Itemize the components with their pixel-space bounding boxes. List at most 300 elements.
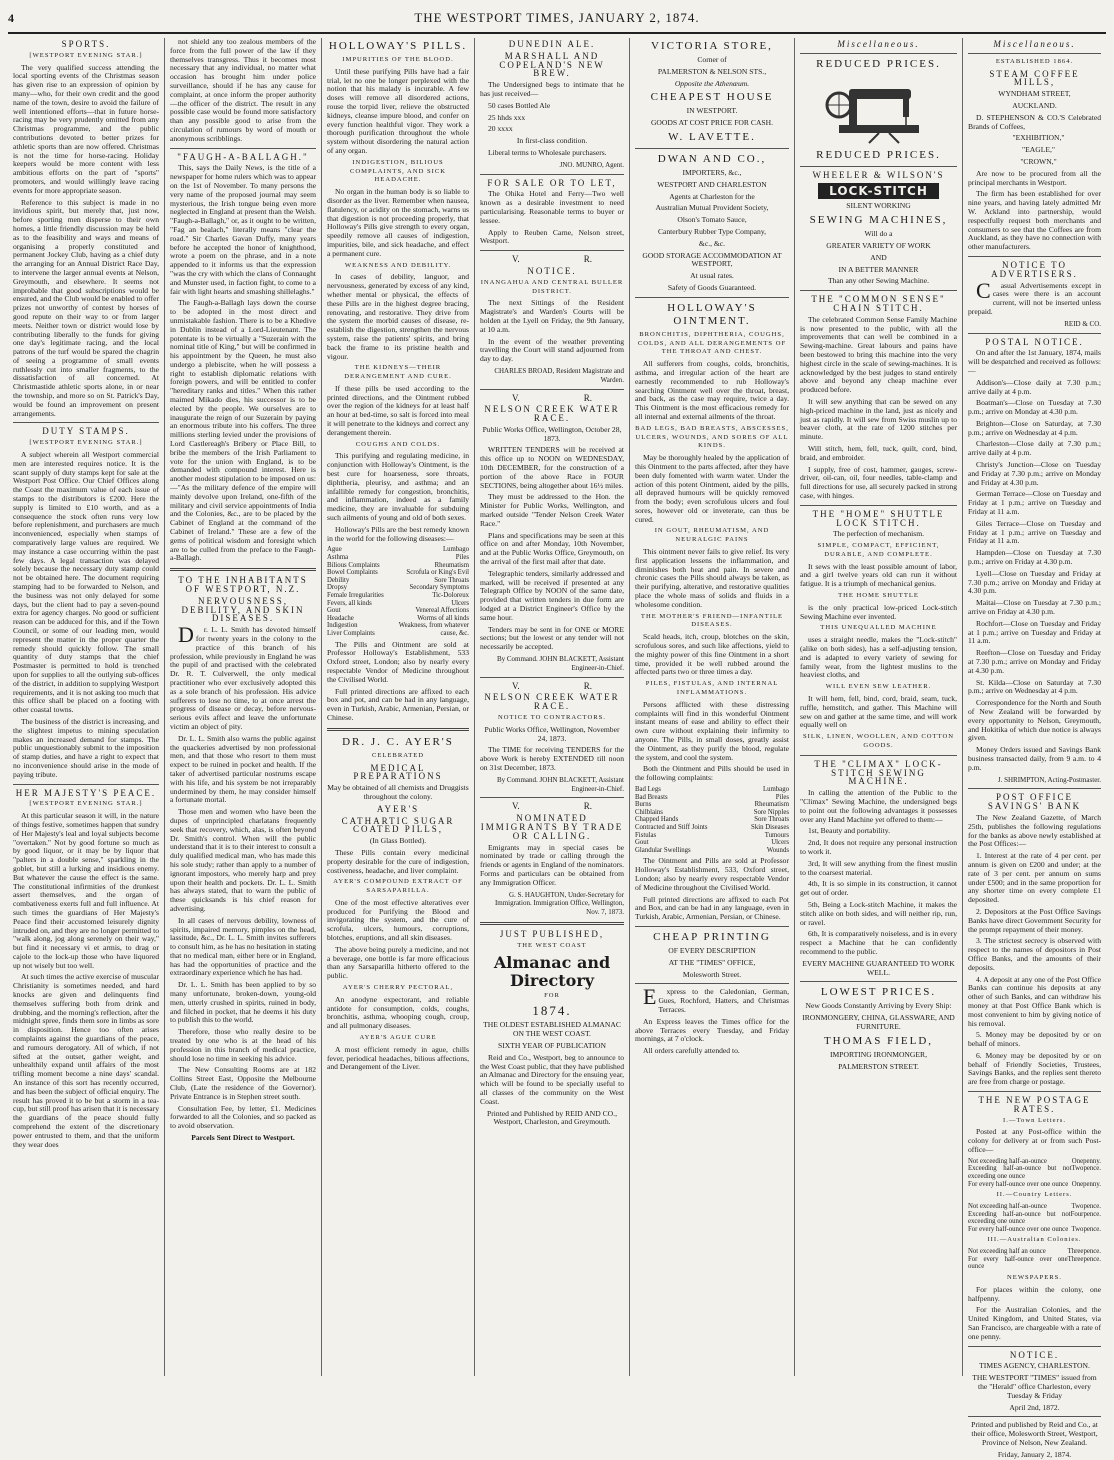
list-item: 3. The strictest secrecy is observed with respect to the names of depositors in Post Office Banks, and the amounts of their deposits. [968,936,1101,972]
peace-heading: HER MAJESTY'S PEACE. [15,787,157,798]
newspapers-heading: NEWSPAPERS. [1007,1273,1062,1281]
ointment-paragraph-4: Scald heads, itch, croup, blotches on the skin, scrofulous sores, and such like affections, yield to the mighty power of this fine Ointment in a short time, provided it be well rubbed around the affected parts two or three times a day. [635,632,789,677]
ncw2-signature: By Command. JOHN BLACKETT, Assistant Engineer-in-Chief. [496,775,624,793]
ayer-paragraph-1: May be obtained of all chemists and Druggists throughout the colony. [327,783,469,801]
ayer-paragraph-3: One of the most effective alteratives ever produced for Purifying the Blood and invigorating the system, and the cure of scrofula, ulcers, humours, corruptions, blotches, eruptions, and all skin diseases. [327,897,469,943]
wheeler-wilson-heading: WHEELER & WILSON'S [812,169,945,180]
ww-variety: GREATER VARIETY OF WORK [826,240,931,250]
list-cell: Glandular Swellings [635,846,691,854]
vr-cipher: V. R. [512,254,592,265]
list-row [327,615,469,623]
list-item: Reefton—Close on Tuesday and Friday at 7.30 p.m.; arrive on Monday and Friday at 4.30 p.m. [968,648,1101,675]
sc-paragraph-3: D. STEPHENSON & CO.'S Celebrated Brands of Coffees, [968,112,1101,131]
sports-paragraph-2: Reference to this subject is made in no invidious spirit, but merely that, just now, before sporting men disperse to their own homes, a little friendly discussion may be held as to the feasibility and ways and means of organising a properly constituted and permanent Jockey Club, having as a chief duty the arranging for an Annual District Race Day, to intervene the larger annual events at Nelson, Greymouth, and elsewhere. It seems not improbable that good subscriptions would be ensured, and the Club would be enabled to offer prizes not unworthy of contest by horses of good repute on their way to or from larger meets. Neither town or district would lose by contributing liberally to the funds for giving one day's legitimate racing, and the local patrons of the turf would be spared the chagrin of seeing a programme of small events ruthlessly cut into smaller fragments, to the dissatisfaction of all concerned. At Christmastide athletic sports alone, in or near the township, and more so on St. Patrick's Day, would be found an improvement on present arrangements. [13,197,159,418]
dwan-etc: &c., &c. [698,238,726,248]
imprint-date: Friday, January 2, 1874. [997,1449,1072,1459]
holloway-paragraph-1: Until these purifying Pills have had a fair trial, let no one be longer perplexed with the notion that his malady is incurable. A few doses will remove all disordered actions, rouse the torpid liver, relieve the obstructed kidneys, cleanse impure blood, and confer on every function healthful vigor. They work a thorough purification throughout the whole system without disordering the natural action of any organ. [327,66,469,155]
peace-source: [WESTPORT EVENING STAR.] [29,800,143,808]
list-cell: Dropsy [327,584,348,592]
list-cell: Fourpence. [1070,1210,1101,1218]
list-cell: Burns [635,801,652,809]
holloway-sub-1: IMPURITIES OF THE BLOOD. [342,56,454,63]
list-cell: Twopence. [1071,1225,1101,1233]
list-item: 3rd, It will sew anything from the finest muslin to the coarsest material. [800,858,957,877]
list-row [327,577,469,585]
list-item: 5th, Being a Lock-stitch Machine, it makes the stitch alike on both sides, and will neither rip, run, or ravel. [800,899,957,927]
list-item: 6th, It is comparatively noiseless, and is in every respect a Machine that he can confidently recommend to the public. [800,929,957,956]
hs-paragraph-2: It sews with the least possible amount of labor, and a girl twelve years old can run it without fatigue. It is a triumph of mechanical genius. [800,561,957,589]
ayer-paragraph-6: A most efficient remedy in ague, chills fever, periodical headaches, bilious affections, and Derangement of the Liver. [327,1044,469,1072]
hs-paragraph-3: is the only practical low-priced Lock-stitch Sewing Machine ever invented. [800,602,957,621]
list-item: 4th, It is so simple in its construction, it cannot get out of order. [800,879,957,898]
lp-new-goods: New Goods Constantly Arriving by Every Ship: [805,1001,952,1011]
almanac-for: FOR [544,991,560,999]
divider [968,1346,1101,1347]
list-row [968,1165,1101,1180]
list-cell: Onepenny. [1071,1180,1101,1188]
list-cell: Piles [455,554,469,562]
ncw-signature: By Command. JOHN BLACKETT, Assistant Engineer-in-Chief. [496,655,624,672]
list-row [968,1211,1101,1226]
reduced-prices-heading-2: REDUCED PRICES. [816,148,941,161]
ww-and: AND [870,252,887,262]
np-country-rates [968,1203,1101,1233]
nt-agency: TIMES AGENCY, CHARLESTON. [979,1361,1090,1371]
sc-paragraph-4: Are now to be procured from all the principal merchants in Westport. [968,168,1101,187]
list-row [327,630,469,638]
list-cell: Twopence. [1071,1203,1101,1211]
list-cell: Gout [327,607,341,615]
printing-office: AT THE "TIMES" OFFICE, [668,957,756,967]
ayer-cathartic: CATHARTIC SUGAR COATED PILLS, [341,815,455,835]
sewing-machine-illustration [819,75,939,145]
ointment-sub-5: PILES, FISTULAS, AND INTERNAL INFLAMMATIONS. [645,680,779,697]
ncw2-paragraph-1: The TIME for receiving TENDERS for the above Work is hereby EXTENDED till noon on 31st December, 1873. [480,745,624,772]
list-cell: For every half-ounce over one ounce [968,1180,1069,1188]
home-shuttle-heading: THE "HOME" SHUTTLE LOCK STITCH. [812,508,945,528]
column-3 [322,38,475,1376]
ayer-sarsaparilla: AYER'S COMPOUND EXTRACT OF SARSAPARILLA. [333,878,463,895]
almanac-paragraph-1: THE OLDEST ESTABLISHED ALMANAC ON THE WEST COAST. [483,1020,621,1039]
printing-street: Molesworth Street. [682,969,742,979]
climax-advantages [800,827,957,956]
notice-paragraph-1: The next Sittings of the Resident Magistrate's and Warden's Courts will be holden at the Lyell on Friday, the 9th January, at 10 a.m. [480,298,624,334]
divider [480,174,624,175]
list-cell: Debility [327,576,350,584]
ncw2-office: Public Works Office, Wellington, November 24, 1873. [484,724,620,743]
list-row [327,554,469,562]
police-paragraph: not shield any too zealous members of the force from the full power of the law if they themselves transgress. Thus it becomes most necessary that any individual, no matter what occasion has brought him under police surveillance, should if he has any cause for complaint, at once inform the proper authority—the officer of the district. The result in any possible case would be found more satisfactory than any possible good to arise from the circulation of rumours by word of mouth or anonymous scribblings. [170,37,316,143]
list-cell: Not exceeding half-an-ounce [968,1157,1047,1165]
almanac-year: 1874. [532,1003,572,1019]
miscellaneous-label-2: Miscellaneous. [993,39,1076,49]
notice-paragraph-2: In the event of the weather preventing travelling the Court will stand adjourned from day to day. [480,336,624,364]
list-cell: Asthma [327,554,349,562]
list-item: 1st, Beauty and portability. [808,826,890,836]
list-row [968,1203,1101,1211]
divider [13,784,159,785]
page-number: 4 [8,10,15,25]
list-cell: Weakness, from whatever [398,622,469,630]
duty-source: [WESTPORT EVENING STAR.] [29,439,143,447]
list-cell: Exceeding half-an-ounce but not exceeding one ounce [968,1210,1071,1226]
holloway-sub-4: THE KIDNEYS—THEIR DERANGEMENT AND CURE. [344,364,452,381]
notice-advertisers-heading: NOTICE TO ADVERTISERS. [991,259,1078,279]
nervousness-paragraph-3: Those men and women who have been the dupes of unprincipled charlatans frequently seek that recovery, which, alas, is often beyond Dr. Smith's control. When will the public understand that it is to their interest to consult a duly qualified medical man, who has made this his sole study; rather than apply to a number of ignorant impostors, who merely harp and prey upon their health and pockets. Dr. L. L. Smith has always stated, that to warn the public of these quicksands is his chief reason for advertising. [170,807,316,913]
list-cell: Skin Diseases [751,823,789,831]
lock-stitch-badge: LOCK-STITCH [818,183,939,200]
list-item: Addison's—Close daily at 7.30 p.m.; arrive daily at 4 p.m. [968,377,1101,396]
divider [968,788,1101,789]
holloway-ointment-heading: HOLLOWAY'S OINTMENT. [667,301,757,327]
list-row [635,809,789,817]
thomas-field-heading: THOMAS FIELD, [823,1034,934,1047]
column-5 [630,38,795,1376]
tf-importing: IMPORTING IRONMONGER, [830,1049,927,1059]
ointment-paragraph-8: Full printed directions are affixed to each Pot and Box, and can be had in any language, even in Turkish, Arabic, Armenian, Persian, or Chinese. [635,894,789,922]
list-cell: Chapped Hands [635,816,679,824]
np-town-rates [968,1158,1101,1188]
nervousness-paragraph-7: The New Consulting Rooms are at 182 Collins Street East, Opposite the Melbourne Club, (Late the residence of the Governor). Private Entrance is in Stephen street south. [170,1065,316,1101]
divider [635,148,789,149]
ointment-paragraph-7: The Ointment and Pills are sold at Professor Holloway's Establishment, 533, Oxford street, London; also by nearly every respectable Vendor of Medicine throughout the Civilised World. [635,856,789,892]
list-cell: Fistulas [635,831,657,839]
nervousness-paragraph-9: Parcels Sent Direct to Westport. [191,1133,295,1143]
ointment-sub-1: BRONCHITIS, DIPHTHERIA, COUGHS, COLDS, AND ALL DERANGEMENTS OF THE THROAT AND CHEST. [637,330,787,356]
ointment-paragraph-5: Persons afflicted with these distressing complaints will find in this wonderful Ointment instant means of ease and ability to effect their own cure without explaining their infirmity to anyone. The Pills, in small doses, greatly assist the Ointment, as they purify the blood, regulate the system, and cool the system. [635,699,789,762]
divider [480,389,624,390]
holloway-sub-5: COUGHS AND COLDS. [355,440,441,448]
vr-cipher: V. R. [512,801,592,812]
sale-paragraph-2: Apply to Reuben Carne, Nelson street, Westport. [480,227,624,246]
sale-heading: FOR SALE OR TO LET, [487,177,617,188]
nervousness-paragraph-4: In all cases of nervous debility, lowness of spirits, impaired memory, pimples on the head, lassitude, &c., Dr. L. L. Smith invites sufferers to consult him, as he has no hesitation in stating that no medical man, either here or in England, has had the opportunities of practice and the extraordinary experience which he has had. [170,915,316,978]
list-item: 50 cases Bottled Ale [488,100,551,110]
divider [480,250,624,251]
holloway-paragraph-3: In cases of debility, languor, and nervousness, generated by excess of any kind, whether mental or physical, the effects of these Pills are in the highest degree bracing, renovating, and restorative. They drive from the system the morbid causes of disease, re-establish the digestion, strengthen the nervous system, raise the patients' spirits, and bring back the frame to its pristine health and vigour. [327,272,469,361]
list-cell: Indigestion [327,622,358,630]
list-row [327,600,469,608]
lp-ironmongery: IRONMONGERY, CHINA, GLASSWARE, AND FURNITURE. [802,1013,955,1031]
nt-issued: THE WESTPORT "TIMES" issued from the "Herald" office Charleston, every Tuesday & Friday [972,1373,1097,1400]
dunedin-ale-heading: DUNEDIN ALE. [508,39,596,49]
list-cell: For every half-ounce over one ounce [968,1255,1068,1271]
list-row [968,1226,1101,1234]
dunedin-paragraph-2: In first-class condition. [516,136,588,146]
victoria-goods: GOODS AT COST PRICE FOR CASH. [650,118,774,128]
holloway-paragraph-5: This purifying and regulating medicine, in conjunction with Holloway's Ointment, is the best cure for hoarseness, sore throats, diphtheria, pleurisy, and asthma; and an infallible remedy for congestion, bronchitis, and inflammation, indeed as a family medicine, they are invaluable for subduing such ailments of young and old of both sexes. [327,451,469,523]
dunedin-items [480,102,624,134]
pn-paragraph-2: Correspondence for the North and South of New Zealand will be forwarded by every opportunity to Nelson, Greymouth, and Hokitika of which due notice is always given. [968,698,1101,743]
victoria-signature: W. LAVETTE. [668,130,756,143]
hs-paragraph-5: It will hem, fell, bind, cord, braid, seam, tuck, ruffle, hemstitch, and gather. This Machine will sew on and gather at the same time, and will work equally well on [800,694,957,730]
divider [170,148,316,149]
np-paragraph-1: Posted at any Post-office within the colony for delivery at or from such Post-office— [968,1127,1101,1155]
divider [480,677,624,678]
list-cell: cause, &c. [440,629,469,637]
divider [800,981,957,982]
list-cell: Rheumatism [754,801,789,809]
immigrants-heading: NOMINATED IMMIGRANTS BY TRADE OR CALLING. [480,813,624,841]
pn-mail-list [968,379,1101,697]
hs-sub-4: SILK, LINEN, WOOLLEN, AND COTTON GOODS. [803,733,954,750]
ointment-paragraph-6: Both the Ointment and Pills should be used in the following complaints: [635,764,789,783]
list-cell: Chilblains [635,808,663,816]
divider [635,297,789,298]
divider [480,922,624,925]
list-row [635,794,789,802]
holloway-paragraph-8: Full printed directions are affixed to each box and pot, and can be had in any language, even in Turkish, Arabic, Armenian, Persian, or Chinese. [327,686,469,722]
divider [968,53,1101,54]
list-cell: Sore Throats [754,816,789,824]
ww-better: IN A BETTER MANNER [838,264,919,274]
list-cell: Onepenny. [1071,1157,1101,1165]
nervousness-paragraph-5: Dr. L. L. Smith has been applied to by so many unfortunate, broken-down, young-old men, utterly crushed in spirits, ruined in body, and filched in pocket, that he deems it his duty to publish this to the world. [170,980,316,1025]
divider [13,422,159,423]
list-row [635,816,789,824]
list-row [635,847,789,855]
cs-paragraph-3: Will stitch, hem, fell, tuck, quilt, cord, bind, braid, and embroider. [800,443,957,462]
column-2 [165,38,322,1376]
duty-paragraph-1: A subject wherein all Westport commercial men are interested requires notice. It is the scant supply of duty stamps kept for sale at the Westport Post Office. Our Chief Offices along the Coast the maximum value of each issue of stamps to the distributors is £200. Here the supply is limited to £10 worth, and as a consequence the stock often runs very low before replenishment, and purchasers are much inconvenienced, especially when stamps of comparatively large values are required. We may instance a case occurring within the past few days. A legal transaction was delayed solely because the necessary duty stamp could not be obtained here. The document requiring stamping had to be forwarded to Nelson, and the business was not only delayed for some days, but the client had to pay a seven-pound extra for agency charges. No good or sufficient reason can be adduced for this, and if the Town Council, or some of our leading men, would represent the matter in the proper quarter the remedy should quickly follow. The small quantity of duty stamps that the chief Postmaster is permitted to hold is trenched upon for supplies to all the outlying sub-offices of the district, in addition to supplying Westport requirements, and it is not asking too much that this office shall be placed on a footing with other coastal towns. [13,450,159,715]
holloway-disease-list [327,546,469,637]
list-row [327,607,469,615]
divider [635,983,789,984]
column-7 [963,38,1106,1459]
hs-sub: THE HOME SHUTTLE [838,592,919,600]
ointment-paragraph-1: All sufferers from coughs, colds, bronchitis, asthma, and irregular action of the heart are earnestly recommended to rub Holloway's searching Ointment well over the throat, breast, and back, as the case may require, twice a day. This Ointment is the most efficacious remedy for all internal and external ailments of the throat. [635,359,789,421]
list-item: Lyell—Close on Tuesday and Friday at 7.30 p.m.; arrive on Monday and Friday at 4.30 p.m. [968,568,1101,596]
nervousness-paragraph-1: Dr. L. L. Smith has devoted himself for twenty years in the colony to the practice of this branch of his profession, while previously in England he was the pupil of and practised with the celebrated Dr. R. T. Culverwell, the only medical practitioner who ever exclusively adopted this as a sole branch of his profession. His advice sufferers to lose no time, to at once arrest the progress of disease or decay, before nervous-serious evils affect and leave the unfortunate victim an object of pity. [170,622,316,731]
list-item: Charleston—Close daily at 7.30 p.m.; arrive daily at 4 p.m. [968,439,1101,458]
established: ESTABLISHED 1864. [995,57,1074,65]
list-cell: Wounds [766,846,789,854]
dwan-safety: Safety of Goods Guaranteed. [667,282,757,292]
list-row [635,801,789,809]
list-cell: Bilious Complaints [327,561,380,569]
ncw-paragraph-4: Telegraphic tenders, similarly addressed and marked, will be received if presented at any Telegraph Office by NOON of the same date, provided that written tenders in due form are lodged at a District Engineer's Office by the same hour. [480,568,624,622]
list-cell: Liver Complaints [327,629,375,637]
ointment-paragraph-3: This ointment never fails to give relief. Its very first application lessens the inflammation, and diminishes both heat and pain. In severe and chronic cases the Pills should always be taken, as their purifying, alterative, and restorative qualities place the whole mass of solids and fluids in a wholesome condition. [635,547,789,609]
list-item: "EXHIBITION," [1012,133,1065,143]
np-australian: III.—Australian Colonies. [987,1236,1082,1244]
victoria-corner: Corner of [697,55,727,64]
ayer-celebrated: CELEBRATED [371,751,425,759]
list-item: Brighton—Close on Saturday, at 7.30 p.m.; arrive on Wednesday at 4 p.m. [968,418,1101,437]
list-cell: Not exceeding half-an-ounce [968,1203,1047,1211]
cheap-printing-heading: CHEAP PRINTING [653,930,771,943]
ayer-glass: (In Glass Bottled). [369,836,427,846]
victoria-streets: PALMERSTON & NELSON STS., [657,66,767,76]
cs-paragraph-2: It will sew anything that can be sewed on any high-priced machine in the land, just as nicely and just as rapidly. It will sew from Swiss muslin up to beaver cloth, at the rate of 1200 stitches per minute. [800,396,957,442]
masthead [8,4,1106,34]
divider [800,53,957,54]
list-cell: Not exceeding half an ounce [968,1248,1046,1256]
ayer-preparations: MEDICAL PREPARATIONS [353,762,443,782]
reduced-prices-heading: REDUCED PRICES. [816,57,941,70]
pn-signature: J. SHRIMPTON, Acting-Postmaster. [997,775,1101,784]
list-item: 20 xxxx [488,124,513,134]
dunedin-paragraph-1: The Undersigned begs to intimate that he has just received— [480,80,624,98]
duty-paragraph-2: The business of the district is increasing, and the slightest impetus to mining speculation makes an increased demand for stamps. The public unquestionably submit to the imposition of stamp duties, and have a right to expect that no inconvenience should arise in the mode of paying tribute. [13,716,159,779]
ayer-heading-2: AYER'S [376,803,420,814]
almanac-published: JUST PUBLISHED, [499,928,605,939]
sb-regulations [968,852,1101,1087]
list-item: "EAGLE," [1022,145,1055,155]
immigrants-paragraph: Emigrants may in special cases be nominated by trade or calling through the friends or agents in England of the nominators. Forms and particulars can be obtained from any Immigration Officer. [480,842,624,887]
notice-heading-2: NOTICE. [1009,1349,1060,1360]
dwan-rates: At usual rates. [690,271,734,281]
holloway-paragraph-2: No organ in the human body is so liable to disorder as the liver. Remember when nausea, flatulency, or acidity on the stomach, warns us that digestion is not proceeding properly, that Holloway's Pills give strength to every organ, speedily remove all causes of indigestion, impurities, bile, and sick headache, and effect a permanent cure. [327,187,469,258]
divider [968,333,1101,334]
divider [170,568,316,571]
ncw-paragraph-3: Plans and specifications may be seen at this office on and after Monday, 10th November, and at the Public Works Office, Greymouth, on the arrival of the first mail after that date. [480,530,624,567]
list-cell: Rheumatism [434,561,469,569]
notice-sub: INANGAHUA AND CENTRAL BULLER DISTRICT. [480,278,624,295]
ayer-ague-cure: AYER'S AGUE CURE [359,1034,437,1042]
almanac-title: Almanac and Directory [493,952,611,990]
divider [800,755,957,756]
postage-rates-heading: THE NEW POSTAGE RATES. [978,1095,1091,1114]
almanac-west-coast: THE WEST COAST [517,941,587,949]
list-cell: For every half-ounce over one ounce [968,1225,1069,1233]
vr-cipher: V. R. [512,680,592,691]
dwan-location: WESTPORT AND CHARLESTON [657,179,767,189]
dwan-sauce: Olson's Tomato Sauce, [677,215,747,225]
inhabitants-heading: TO THE INHABITANTS OF WESTPORT, N.Z. [178,575,308,595]
divider [800,505,957,506]
sc-street: WYNDHAM STREET, [998,89,1071,99]
peace-paragraph-2: At such times the active exercise of muscular Christianity is sometimes needed, and hard knocks are given and delinquents find themselves suffering both from drink and drubbing, and the morning's reflection, after the midnight spree, finds them sore in limbs as sore in disposition. Hence too often arises complaints against the guardians of the peace, and rumours derogatory. All of which, if not sifted at the outset, gather weight, and unhealthily expand until affairs of the most trifling moment become a nine days' scandal. An instance of this sort has recently occurred, and has been the subject of official enquiry. The result has proved it to be but a storm in a tea-cup, but still proof has arisen that it is necessary the guardians of the peace should fully comprehend the extent of the discretionary power entrusted to them, and that the uniform they wear does [13,972,159,1149]
ayer-paragraph-2: These Pills contain every medicinal property desirable for the cure of indigestion, costiveness, headache, and liver complaint. [327,847,469,875]
list-row [968,1181,1101,1189]
sc-brands [968,134,1101,166]
holloway-sub-3: WEAKNESS AND DEBILITY. [344,261,452,269]
list-item: 25 hhds xxx [488,112,526,122]
ncw2-heading: NELSON CREEK WATER RACE. [484,692,620,712]
list-cell: Bad Breasts [635,793,668,801]
marshall-copeland-heading: MARSHALL AND COPELAND'S NEW BREW. [499,50,605,79]
holloway-sub-2: INDIGESTION, BILIOUS COMPLAINTS, AND SICK HEADACHE. [349,158,447,184]
divider [327,728,469,731]
list-cell: Contracted and Stiff Joints [635,823,708,831]
ncw2-sub: NOTICE TO CONTRACTORS. [498,714,606,721]
dwan-agents: Agents at Charleston for the [669,191,755,201]
ww-than: Than any other Sewing Machine. [827,276,929,286]
list-row [635,832,789,840]
sports-heading: SPORTS. [61,39,111,49]
list-item: Christy's Junction—Close on Tuesday and Friday at 7.30 p.m.; arrive on Monday and Friday at 4.30 p.m. [968,460,1101,487]
tf-street: PALMERSTON STREET. [838,1061,919,1071]
notice-signature: CHARLES BROAD, Resident Magistrate and Warden. [494,366,624,384]
list-row [635,839,789,847]
nw-paragraph-2: For the Australian Colonies, and the United Kingdom, and United States, via San Francisco, are chargeable with a rate of one penny. [968,1305,1101,1341]
cs-paragraph-4: I supply, free of cost, hammer, gauges, screw-driver, oil-can, oil, four needles, table-clamp and full directions for use, all securely packed in strong case, with hinges. [800,464,957,500]
divider [968,1091,1101,1092]
nw-paragraph-1: For places within the colony, one halfpenny. [968,1284,1101,1303]
dwan-storage: GOOD STORAGE ACCOMMODATION AT WESTPORT, [642,250,782,269]
divider [800,290,957,291]
np-country: II.—Country Letters. [996,1191,1073,1199]
list-cell: Tumours [764,831,789,839]
ww-sewing-machines: SEWING MACHINES, [809,214,948,227]
holloway-paragraph-7: The Pills and Ointment are sold at Professor Holloway's Establishment, 533 Oxford street, London; also by nearly every respectable Vendor of Medicine throughout the Civilised World. [327,639,469,684]
hs-paragraph-4: uses a straight needle, makes the "Lock-stitch" (alike on both sides), has a self-adjusting tension, and is adapted to every variety of sewing for family wear, from the lightest muslins to the heaviest cloths, and [800,635,957,680]
list-cell: Exceeding half-an-ounce but not exceeding one ounce [968,1165,1072,1181]
savings-bank-heading: POST OFFICE SAVINGS' BANK [987,792,1082,812]
list-cell: Bad Legs [635,786,661,793]
list-cell: Lumbago [762,786,789,793]
divider [800,166,957,167]
list-row [968,1158,1101,1166]
hs-sub-3: WILL EVEN SEW LEATHER. [825,683,932,691]
victoria-opposite: Opposite the Athenæum. [674,78,750,88]
victoria-in-westport: IN WESTPORT. [686,106,738,116]
sports-paragraph-1: The very qualified success attending the local sporting events of the Christmas season has given rise to an expression of opinion by many—who, for their own credit and the good name of the town, desire to avoid the failure of well intentioned efforts—that in future horse-racing may be very prudently omitted from any Christmas programme, and the public contributions devoted to better prizes for athletic sports than are now offered. Christmas is not the time for horse-racing. Holiday keepers would be more content with less ambitious efforts on the part of "sports" promoters, and would willingly leave racing events for more appropriate season. [13,62,159,195]
list-row [327,592,469,600]
hs-sub-2: THIS UNEQUALLED MACHINE [820,624,937,632]
ncw-paragraph-2: They must be addressed to the Hon. the Minister for Public Works, Wellington, and marked outside "Tender Nelson Creek Water Race." [480,492,624,528]
list-cell: Secondary Symptoms [409,584,469,592]
divider [635,926,789,927]
list-cell: Lumbago [442,546,469,554]
ayer-paragraph-4: The above being purely a medicine, and not a beverage, one bottle is far more efficacious than any Sarsaparilla hitherto offered to the public. [327,944,469,981]
list-cell: Worms of all kinds [417,614,469,622]
list-item: German Terrace—Close on Tuesday and Friday at 1 p.m.; arrive on Tuesday and Friday at 11 a.m. [968,489,1101,517]
divider [968,1416,1101,1417]
ww-will-do: Will do a [864,229,893,239]
dwan-heading: DWAN AND CO., [657,152,767,165]
list-row [327,622,469,630]
column-6 [795,38,963,1376]
peace-paragraph-1: At this particular season it will, in the nature of things festive, sometimes happen that sundry of Her Majesty's leal and loyal subjects become "overtaken." Not by good fortune so much as by good liquor, or it may be by liquor that "palters in a double sense," sparkling in the goblet, but still a lurking and insidious enemy. But whatever the cause the effect is the same. The constitutional infirmities of the drunkest assert themselves, and the organ of combativeness exerts full and full influence. At such times the guardians of Her Majesty's Peace find their accustomed leisurely dignity intruded on, and they are no longer permitted to "walk along, jog along serenely on their way," but find it necessary vi et armis, to drag or cajole to the lock-up those who have liquored up not wisely but too well. [13,811,159,970]
list-row [635,824,789,832]
column-4 [475,38,630,1376]
faugh-paragraph-2: The Faugh-a-Ballagh lays down the course to be adopted in the most direct and unmistakable fashion. There is to be a Khedive in Dublin instead of a Lord-Lieutenant. The potentate is to be virtually a "Suzerain with the nominal title of King," but will be confirmed in his appointment by the Queen, he must also undergo a plebiscite, when he will possess a right to establish diplomatic relations with foreign powers, and will be entitled to confer "hereditary ranks and titles." When this rather maimed Mikado dies, his successor is to be elected by the people. We ourselves are to inaugurate the reign of our Suzerain by paying an enormous tribute into his coffers. The three millions sterling levied under the provisions of Lord Castlereagh's Bribery or Place Bill, to bribe the members of the Irish Parliament to vote for the union with England, is to be demanded with compound interest. Here is another modest stipulation to be imposed on us:—"As the military defence of the empire will mainly devolve upon Ireland, one-fifth of the military and civil service appointments of India and the Colonies, &c., are to be placed by the Cabinet of England at the command of the Cabinet of Ireland." These are a few of the gems of political wisdom and foresight which are to be culled from the preface to the Faugh-a-Ballagh. [170,298,316,563]
ointment-sub-3: IN GOUT, RHEUMATISM, AND NEURALGIC PAINS [654,527,770,544]
ncw-office: Public Works Office, Wellington, October 28, 1873. [482,424,622,443]
notice-heading: NOTICE. [527,265,577,276]
almanac-paragraph-3: Reid and Co., Westport, beg to announce to the West Coast public, that they have published an Almanac and Directory for the ensuing year, which will be found to be specially useful to all classes of the community on the West Coast. [480,1052,624,1106]
list-cell: Fevers, all kinds [327,599,372,607]
express-paragraph-3: All orders carefully attended to. [643,1046,740,1056]
ww-silent: SILENT WORKING [846,201,911,211]
list-cell: Bowel Complaints [327,569,378,577]
hs-perfection: The perfection of mechanism. [832,529,925,539]
divider [968,256,1101,257]
list-cell: Tic-Doloreux [432,592,469,599]
ointment-paragraph-2: May be thoroughly healed by the application of this Ointment to the parts affected, after they have been duly fomented with warm water. Under the action of this potent Ointment, aided by the pills, all depraved humours will be quickly removed from the body; even scrofulous ulcers and foul sores, however old or inveterate, can thus be cured. [635,453,789,524]
sc-city: AUCKLAND. [1012,100,1057,110]
list-cell: Twopence. [1071,1165,1101,1173]
list-row [968,1256,1101,1271]
dunedin-signature: JNO. MUNRO, Agent. [559,160,624,169]
nervousness-paragraph-6: Therefore, those who really desire to be treated by one who is at the head of his profession in this branch of medical practice, should lose no time in seeking his advice. [170,1027,316,1063]
imprint: Printed and published by Reid and Co., at their office, Molesworth Street, Westport, Province of Nelson, New Zealand. [971,1420,1098,1447]
holloway-pills-heading: HOLLOWAY'S PILLS. [328,40,468,52]
victoria-cheapest: CHEAPEST HOUSE [650,91,774,104]
vr-cipher: V. R. [512,392,592,403]
almanac-imprint: Printed and Published by REID AND CO., Westport, Charleston, and Greymouth. [487,1108,617,1127]
list-cell: Piles [775,793,789,801]
sale-paragraph-1: The Ohika Hotel and Ferry—Two well known as a desirable investment to need particularising. Reasonable terms to buyer or lessee. [480,189,624,225]
common-sense-heading: THE "COMMON SENSE" CHAIN STITCH. [811,294,946,313]
climax-heading: THE "CLIMAX" LOCK-STITCH SEWING MACHINE. [814,758,943,787]
cs-paragraph-1: The celebrated Common Sense Family Machine is now presented to the public, with all the improvements that can well be combined in a Sewing-machine. Great labours and pains have been bestowed to bring this machine into the very highest circle in the scale of sewing-machines. It is acknowledged by the best judges to stand entirely above and beyond any cheap machine ever produced before. [800,314,957,395]
sports-source: [WESTPORT EVENING STAR.] [29,51,143,59]
holloway-paragraph-6: Holloway's Pills are the best remedy known in the world for the following diseases:— [327,524,469,543]
list-item: 4. A deposit at any one of the Post Office Banks can continue his deposits at any other of such Banks, and can withdraw his money at that Post Office Bank which is most convenient to him by giving notice of his removal. [968,974,1101,1028]
